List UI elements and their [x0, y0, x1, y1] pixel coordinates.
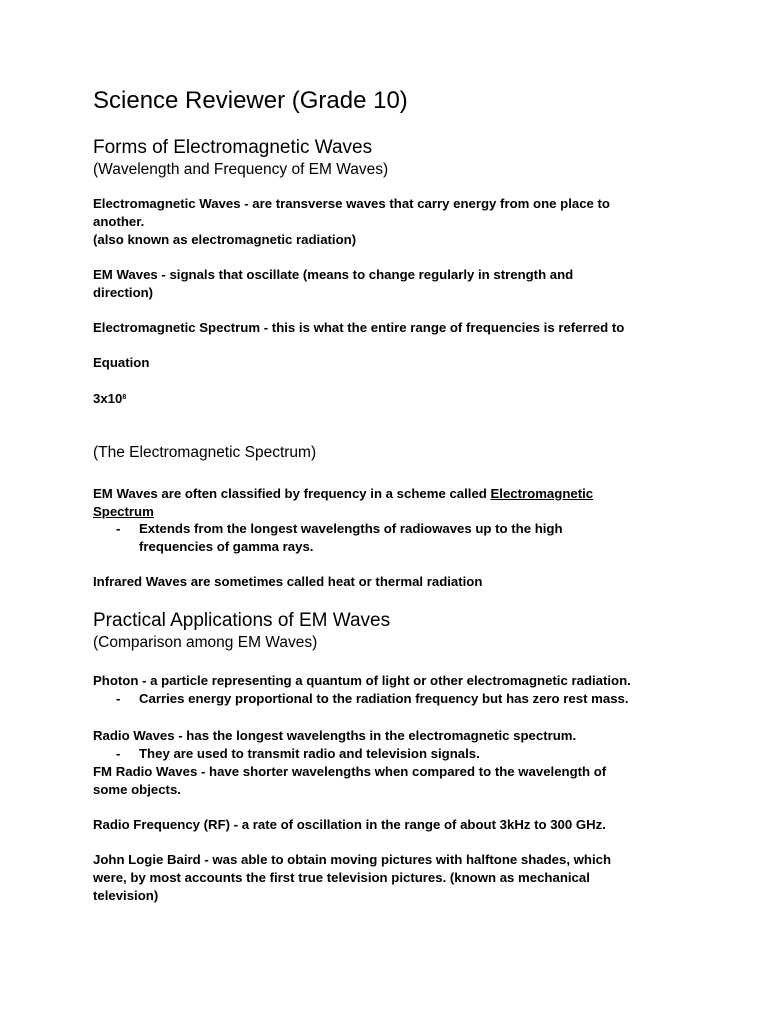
page-title: Science Reviewer (Grade 10) — [93, 87, 408, 114]
equation-value — [93, 390, 126, 408]
baird-line2: were, by most accounts the first true television pictures. (known as mechanical — [93, 870, 590, 885]
em-spectrum-link-continued[interactable]: Spectrum — [93, 504, 154, 519]
bullet-dash: - — [116, 746, 121, 761]
em-spectrum-definition: Electromagnetic Spectrum - this is what the entire range of frequencies is referred to — [93, 320, 625, 335]
em-waves-signals-line1: EM Waves - signals that oscillate (means to change regularly in strength and — [93, 267, 574, 282]
spectrum-bullet-line2: frequencies of gamma rays. — [139, 539, 314, 554]
section-heading-applications: Practical Applications of EM Waves — [93, 610, 391, 631]
radio-frequency-definition: Radio Frequency (RF) - a rate of oscillation in the range of about 3kHz to 300 GHz. — [93, 817, 606, 832]
section-subheading-spectrum: (The Electromagnetic Spectrum) — [93, 444, 317, 461]
em-spectrum-link[interactable]: Electromagnetic — [490, 486, 594, 501]
photon-bullet: Carries energy proportional to the radiation frequency but has zero rest mass. — [139, 691, 629, 706]
radio-waves-bullet: They are used to transmit radio and television signals. — [139, 746, 480, 761]
baird-line1: John Logie Baird - was able to obtain moving pictures with halftone shades, which — [93, 852, 612, 867]
equation-base: 3x10 — [93, 391, 123, 406]
classification-text: EM Waves are often classified by frequency in a scheme called — [93, 486, 491, 501]
em-waves-signals-line2: direction) — [93, 285, 154, 300]
em-waves-definition-line1: Electromagnetic Waves - are transverse waves that carry energy from one place to — [93, 196, 610, 211]
baird-line3: television) — [93, 888, 159, 903]
spectrum-bullet-line1: Extends from the longest wavelengths of radiowaves up to the high — [139, 521, 563, 536]
section-subheading-wavelength: (Wavelength and Frequency of EM Waves) — [93, 161, 389, 178]
photon-definition: Photon - a particle representing a quantum of light or other electromagnetic radiation. — [93, 673, 631, 688]
classification-line1 — [93, 485, 593, 503]
bullet-dash: - — [116, 691, 121, 706]
em-waves-definition-line2: another. — [93, 214, 145, 229]
radio-waves-definition: Radio Waves - has the longest wavelengths in the electromagnetic spectrum. — [93, 728, 577, 743]
section-heading-forms: Forms of Electromagnetic Waves — [93, 137, 373, 158]
em-waves-definition-line3: (also known as electromagnetic radiation) — [93, 232, 357, 247]
infrared-waves-note: Infrared Waves are sometimes called heat or thermal radiation — [93, 574, 483, 589]
bullet-dash: - — [116, 521, 121, 536]
fm-radio-line1: FM Radio Waves - have shorter wavelengths when compared to the wavelength of — [93, 764, 607, 779]
equation-exponent: 8 — [122, 394, 127, 401]
fm-radio-line2: some objects. — [93, 782, 181, 797]
equation-label: Equation — [93, 355, 150, 370]
section-subheading-comparison: (Comparison among EM Waves) — [93, 634, 318, 651]
